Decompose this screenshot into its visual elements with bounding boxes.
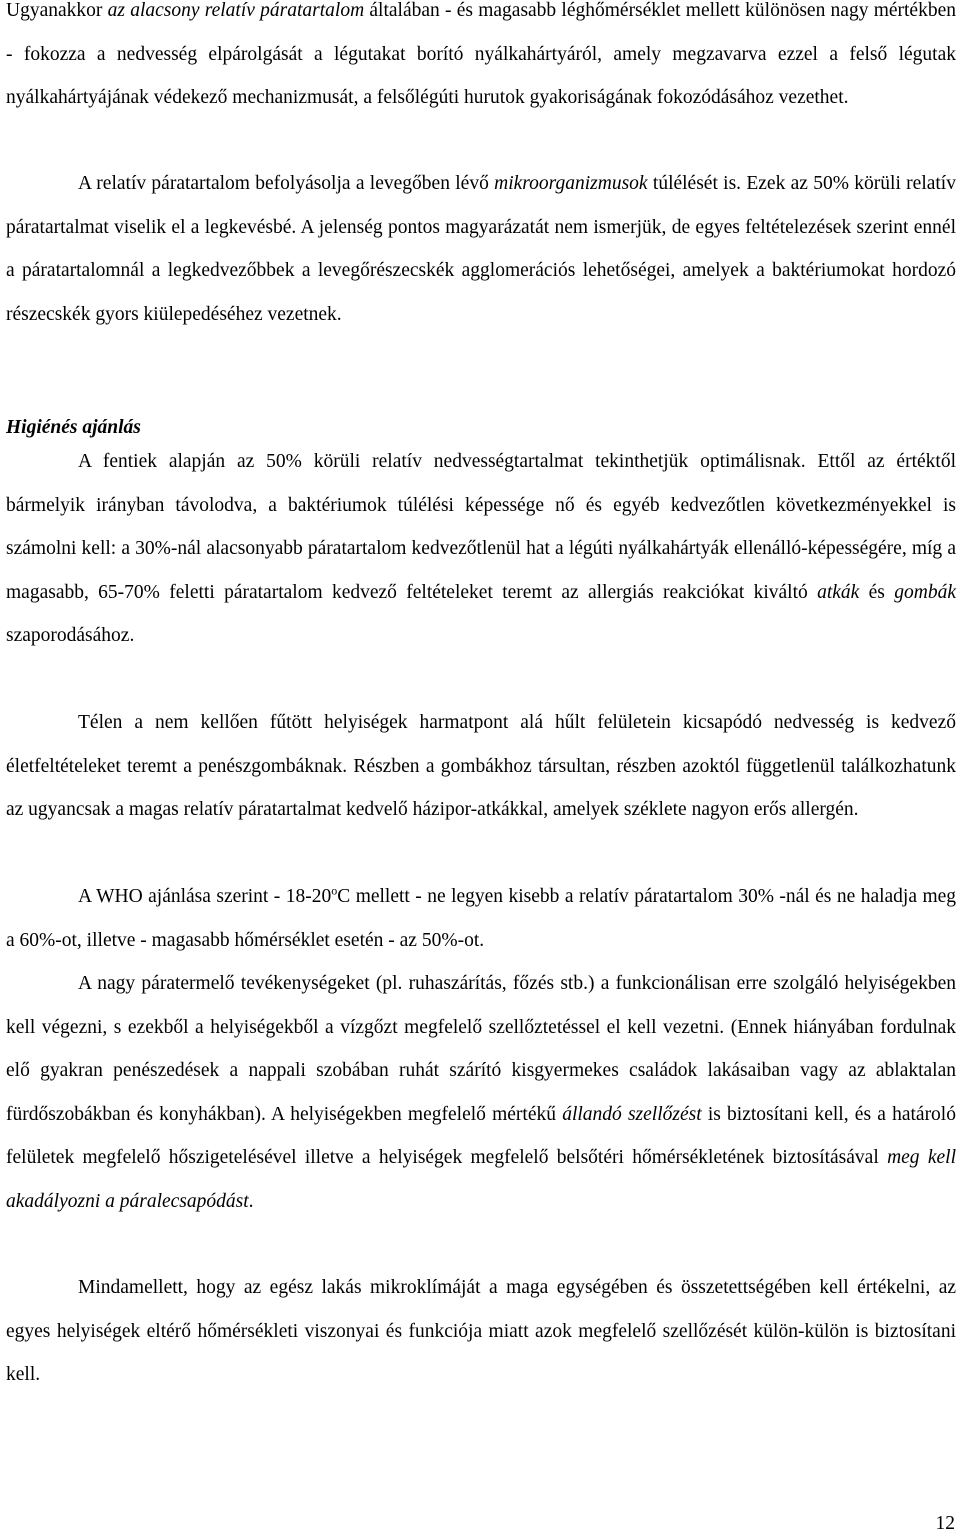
text-run: és [859, 581, 895, 603]
who-text-before: A WHO ajánlása szerint - 18-20 [78, 886, 332, 907]
italic-text: gombák [894, 581, 956, 603]
italic-text: meg kell akadályozni a páralecsapódást [6, 1147, 956, 1212]
text-run: A relatív páratartalom befolyásolja a levegőben lévő [78, 173, 495, 194]
who-text-after: C mellett - ne legyen kisebb a relatív páratartalom 30% -nál és ne haladja meg a 60%-ot, illetve - magasabb hőmérséklet esetén - az 50%-ot. [6, 886, 957, 951]
paragraph-microclimate [6, 1266, 956, 1397]
degree-superscript: o [331, 883, 338, 898]
text-run: Télen a nem kellően fűtött helyiségek harmatpont alá hűlt felületein kicsapódó nedvesség is kedvező életfeltételeket teremt a penészgombáknak. Részben a gombákhoz társultan, részben azoktól függetlenül találkozhatunk az ugyancsak a magas relatív páratartalmat kedvelő házipor-atkákkal, amelyek széklete nagyon erős allergén. [6, 712, 956, 820]
italic-text: mikroorganizmusok [494, 173, 648, 194]
paragraph-winter-mold [6, 701, 956, 832]
paragraph-optimal-humidity [6, 440, 956, 658]
paragraph-low-humidity [6, 0, 956, 120]
section-heading: Higiénés ajánlás [6, 417, 141, 438]
italic-text: állandó szellőzést [562, 1103, 702, 1125]
text-run: A fentiek alapján az 50% körüli relatív nedvességtartalmat tekinthetjük optimálisnak. Ettől az értéktől bármelyik irányban távolodva, a baktériumok túlélési képessége nő és egyéb kedvezőtlen következményekkel is számolni kell: a 30%-nál alacsonyabb páratartalom kedvezőtlenül hat a légúti nyálkahártyák ellenálló-képességére, míg a magasabb, 65-70% feletti páratartalom kedvező feltételeket teremt az allergiás reakciókat kiváltó [6, 451, 956, 603]
text-run: Ugyanakkor [6, 0, 108, 21]
text-run: is biztosítani kell, és a határoló felületek megfelelő hőszigetelésével illetve a helyiségek megfelelő belsőtéri hőmérsékletének biztosításával [6, 1103, 956, 1168]
italic-text: az alacsony relatív páratartalom [107, 0, 365, 21]
paragraph-ventilation [6, 962, 956, 1223]
text-run: . [248, 1190, 254, 1212]
page-number: 12 [935, 1513, 955, 1534]
text-run: A nagy páratermelő tevékenységeket (pl. ruhaszárítás, főzés stb.) a funkcionálisan erre szolgáló helyiségekben kell végezni, s ezekből a helyiségekből a vízgőzt megfelelő szellőztetéssel el kell vezetni. (Ennek hiányában fordulnak elő gyakran penészedések a nappali szobában ruhát szárító kisgyermekes családok lakásaiban vagy az ablaktalan fürdőszobákban és konyhákban). A helyiségekben megfelelő mértékű [6, 973, 956, 1125]
text-run: túlélését is. Ezek az 50% körüli relatív páratartalmat viselik el a legkevésbé. A jelenség pontos magyarázatát nem ismerjük, de egyes feltételezések szerint ennél a páratartalomnál a legkedvezőbbek a levegőrészecskék agglomerációs lehetőségei, amelyek a baktériumokat hordozó részecskék gyors kiülepedéséhez vezetnek. [6, 173, 956, 325]
text-run: általában - és magasabb léghőmérséklet mellett különösen nagy mértékben - fokozza a nedvesség elpárolgását a légutakat borító nyálkahártyáról, amely megzavarva ezzel a felső légutak nyálkahártyájának védekező mechanizmusát, a felsőlégúti hurutok gyakoriságának fokozódásához vezethet. [6, 0, 956, 108]
text-run: szaporodásához. [6, 625, 135, 646]
paragraph-who-recommendation [6, 875, 956, 962]
text-run: Mindamellett, hogy az egész lakás mikroklímáját a maga egységében és összetettségében kell értékelni, az egyes helyiségek eltérő hőmérsékleti viszonyai és funkciója miatt azok megfelelő szellőzését külön-külön is biztosítani kell. [6, 1277, 956, 1385]
italic-text: atkák [817, 581, 860, 603]
paragraph-microorganisms [6, 162, 956, 336]
